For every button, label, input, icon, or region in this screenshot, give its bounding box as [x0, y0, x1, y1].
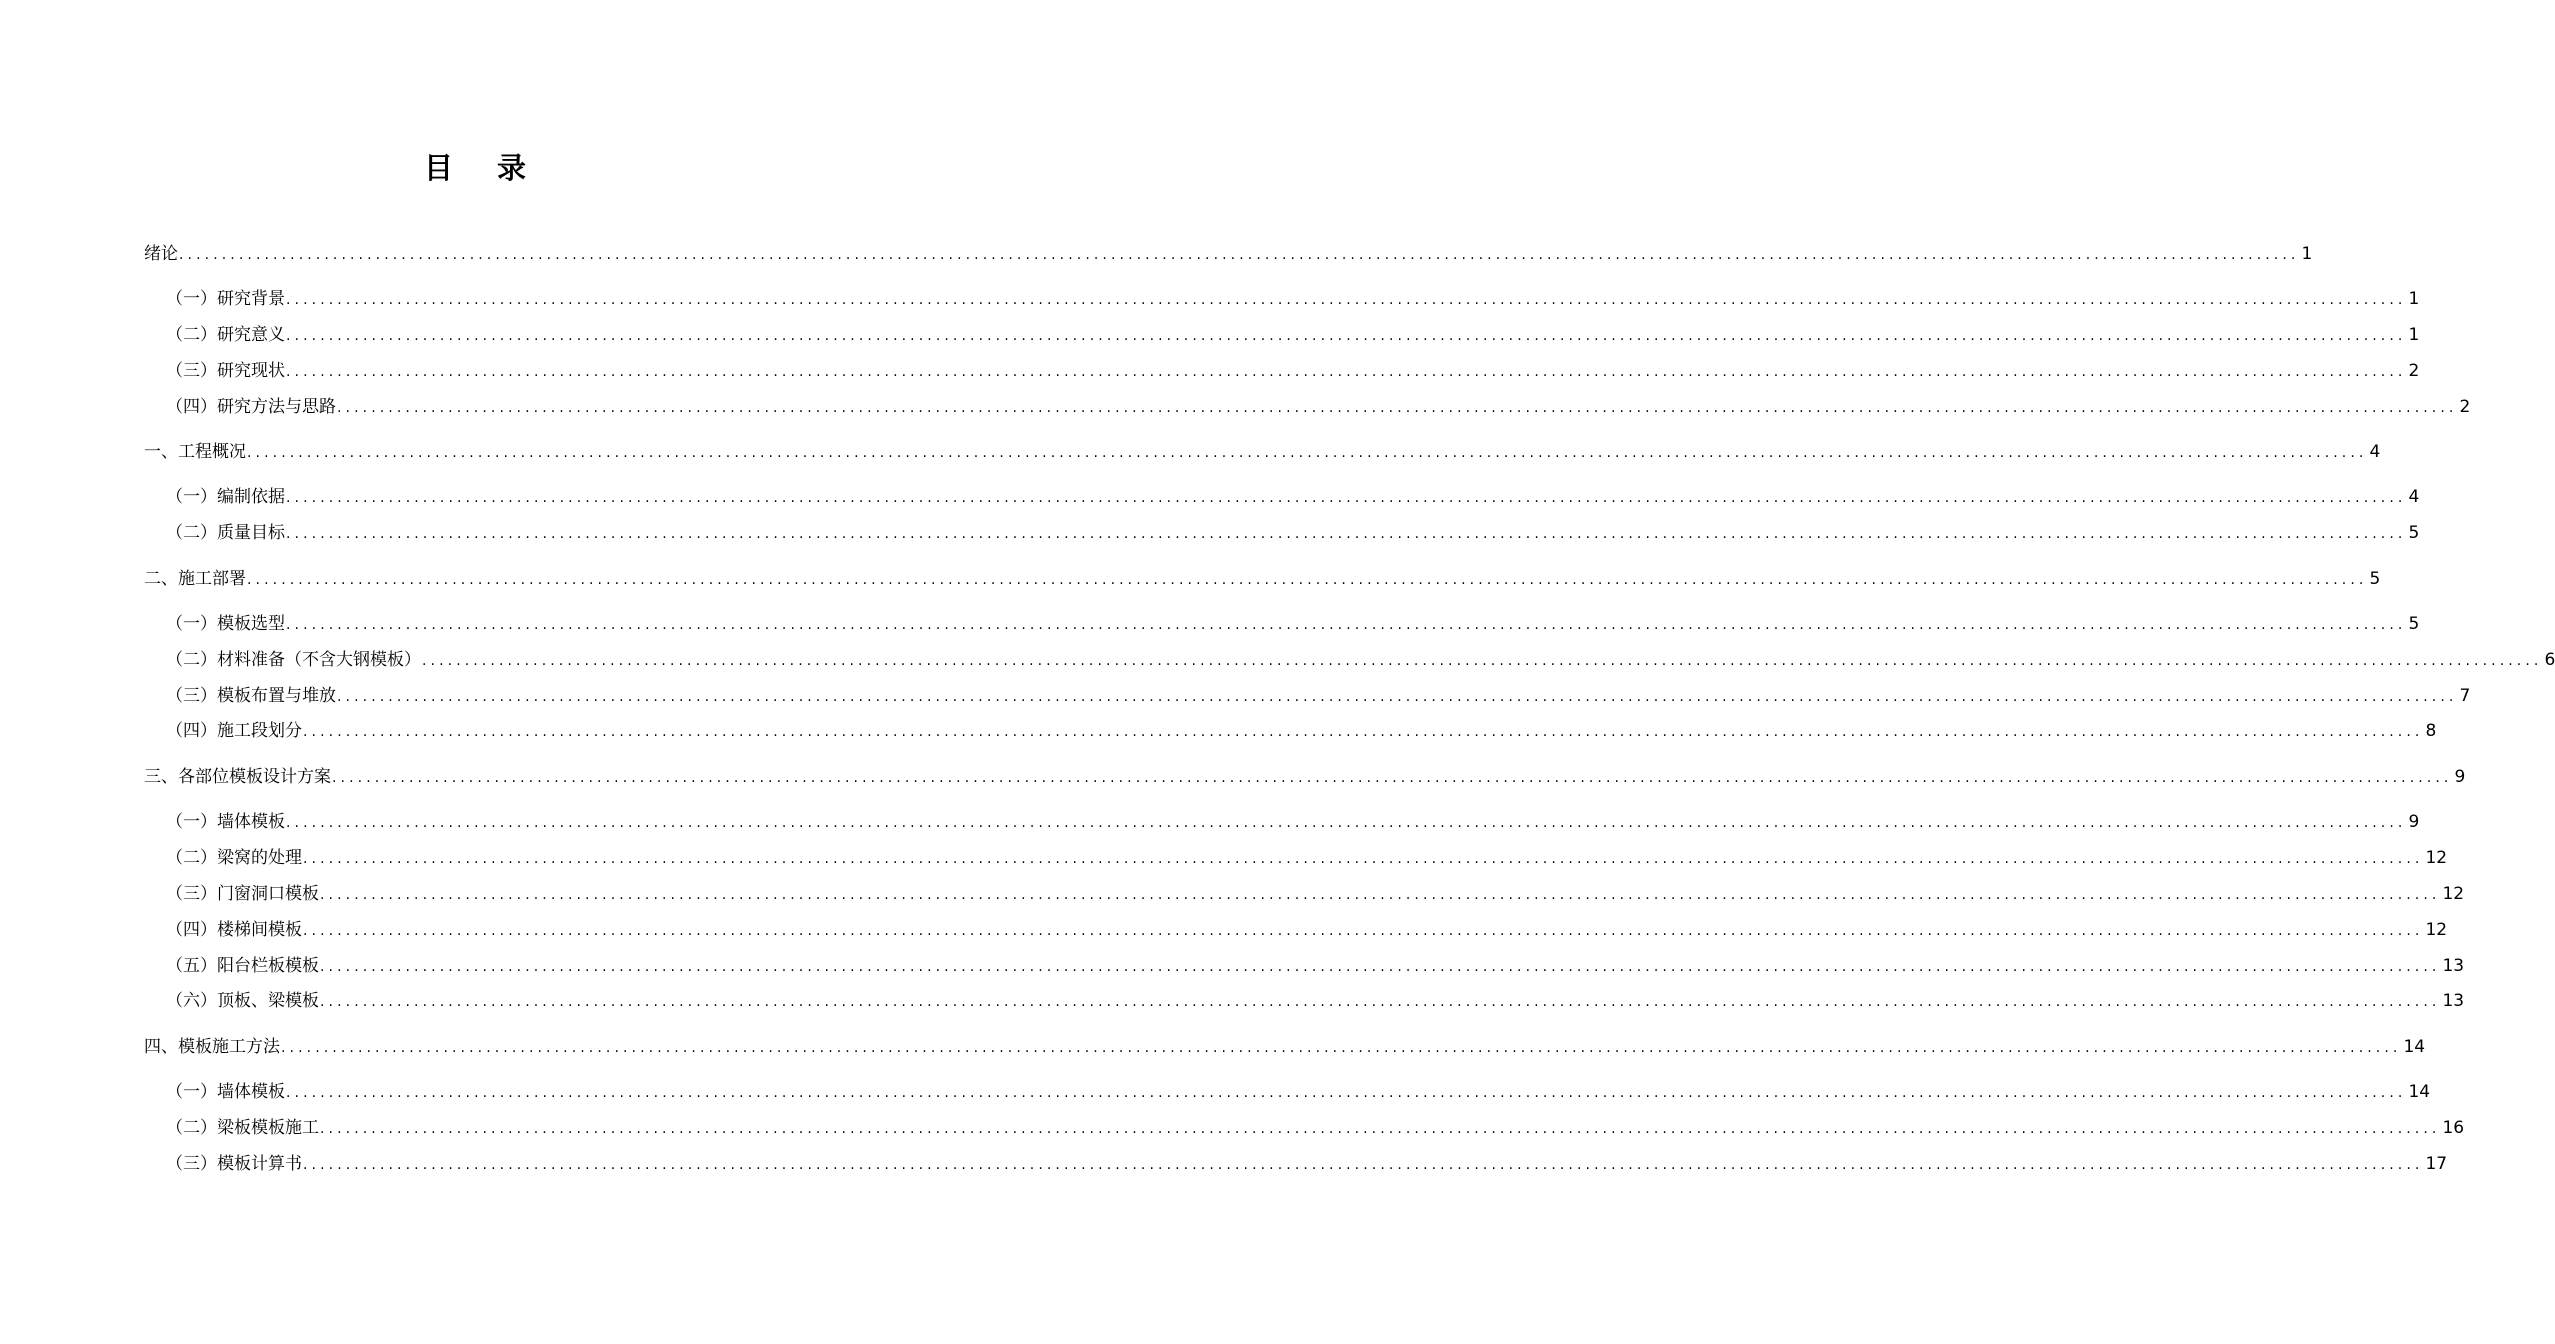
toc-entry[interactable]: [166, 1079, 2431, 1105]
toc-entry-label: （二）研究意义: [166, 325, 285, 345]
toc-leader: ........................................................................................................................................................................................................................................................: [281, 1040, 2402, 1056]
toc-entry-page: 1: [2408, 289, 2420, 309]
toc-entry-page: 9: [2408, 812, 2420, 832]
toc-entry-label: （二）质量目标: [166, 523, 285, 543]
toc-leader: ........................................................................................................................................................................................................................................................: [303, 923, 2424, 939]
toc-leader: ........................................................................................................................................................................................................................................................: [303, 724, 2424, 740]
toc-entry-label: （六）顶板、梁模板: [166, 991, 319, 1011]
toc-leader: ........................................................................................................................................................................................................................................................: [247, 445, 2368, 461]
toc-entry-page: 2: [2459, 397, 2471, 417]
toc-entry-page: 14: [2408, 1082, 2431, 1102]
toc-entry[interactable]: [166, 953, 2465, 979]
toc-leader: ........................................................................................................................................................................................................................................................: [332, 770, 2453, 786]
toc-entry-label: （四）施工段划分: [166, 721, 302, 741]
toc-entry-label: 四、模板施工方法: [144, 1037, 280, 1057]
toc-entry[interactable]: [166, 988, 2465, 1014]
toc-entry-label: （四）研究方法与思路: [166, 397, 336, 417]
toc-entry-page: 7: [2459, 686, 2471, 706]
toc-leader: ........................................................................................................................................................................................................................................................: [286, 490, 2407, 506]
toc-leader: ........................................................................................................................................................................................................................................................: [247, 572, 2368, 588]
toc-entry-label: （一）墙体模板: [166, 812, 285, 832]
toc-leader: ........................................................................................................................................................................................................................................................: [320, 994, 2441, 1010]
toc-leader: ........................................................................................................................................................................................................................................................: [337, 689, 2458, 705]
toc-entry[interactable]: [144, 241, 2313, 267]
toc-leader: ........................................................................................................................................................................................................................................................: [286, 364, 2407, 380]
toc-entry-label: （二）材料准备（不含大钢模板）: [166, 650, 421, 670]
toc-entry-page: 8: [2425, 721, 2437, 741]
toc-entry-page: 4: [2408, 487, 2420, 507]
toc-entry-label: （三）模板布置与堆放: [166, 686, 336, 706]
page-title: 目 录: [423, 151, 544, 185]
toc-entry[interactable]: [166, 322, 2420, 348]
toc-entry[interactable]: [144, 764, 2466, 790]
toc-leader: ........................................................................................................................................................................................................................................................: [320, 1121, 2441, 1137]
toc-leader: ........................................................................................................................................................................................................................................................: [337, 400, 2458, 416]
toc-entry-page: 9: [2454, 767, 2466, 787]
toc-entry[interactable]: [166, 683, 2471, 709]
toc-leader: ........................................................................................................................................................................................................................................................: [286, 292, 2407, 308]
toc-leader: ........................................................................................................................................................................................................................................................: [286, 1085, 2407, 1101]
toc-entry-page: 5: [2369, 569, 2381, 589]
toc-entry[interactable]: [166, 917, 2448, 943]
toc-entry-page: 2: [2408, 361, 2420, 381]
toc-entry-page: 1: [2301, 244, 2313, 264]
toc-leader: ........................................................................................................................................................................................................................................................: [422, 653, 2543, 669]
toc-entry[interactable]: [144, 566, 2381, 592]
toc-entry[interactable]: [144, 439, 2381, 465]
toc-entry-page: 1: [2408, 325, 2420, 345]
toc-leader: ........................................................................................................................................................................................................................................................: [320, 959, 2441, 975]
toc-entry-label: 一、工程概况: [144, 442, 246, 462]
toc-entry-label: （二）梁窝的处理: [166, 848, 302, 868]
toc-entry-page: 12: [2425, 848, 2448, 868]
toc-entry[interactable]: [166, 809, 2420, 835]
toc-leader: ........................................................................................................................................................................................................................................................: [286, 815, 2407, 831]
toc-entry-label: （三）模板计算书: [166, 1154, 302, 1174]
toc-leader: ........................................................................................................................................................................................................................................................: [179, 247, 2300, 263]
toc-leader: ........................................................................................................................................................................................................................................................: [286, 617, 2407, 633]
toc-entry-page: 4: [2369, 442, 2381, 462]
toc-entry-label: （三）研究现状: [166, 361, 285, 381]
toc-entry[interactable]: [166, 286, 2420, 312]
toc-entry[interactable]: [166, 647, 2555, 673]
toc-entry-label: （二）梁板模板施工: [166, 1118, 319, 1138]
toc-entry[interactable]: [166, 520, 2420, 546]
toc-entry-label: 三、各部位模板设计方案: [144, 767, 331, 787]
toc-entry-page: 5: [2408, 523, 2420, 543]
toc-entry-label: （五）阳台栏板模板: [166, 956, 319, 976]
toc-entry-page: 5: [2408, 614, 2420, 634]
toc-entry-label: （一）模板选型: [166, 614, 285, 634]
toc-entry-label: （三）门窗洞口模板: [166, 884, 319, 904]
toc-entry-page: 17: [2425, 1154, 2448, 1174]
toc-entry-label: 绪论: [144, 244, 178, 264]
toc-entry-label: 二、施工部署: [144, 569, 246, 589]
toc-entry[interactable]: [166, 845, 2448, 871]
toc-entry[interactable]: [166, 484, 2420, 510]
toc-entry[interactable]: [166, 358, 2420, 384]
toc-entry[interactable]: [166, 718, 2437, 744]
toc-entry[interactable]: [144, 1034, 2426, 1060]
toc-entry-page: 14: [2403, 1037, 2426, 1057]
toc-entry[interactable]: [166, 881, 2465, 907]
toc-entry-page: 12: [2425, 920, 2448, 940]
toc-entry-label: （一）研究背景: [166, 289, 285, 309]
toc-entry[interactable]: [166, 1151, 2448, 1177]
toc-entry[interactable]: [166, 611, 2420, 637]
toc-leader: ........................................................................................................................................................................................................................................................: [303, 851, 2424, 867]
toc-entry-page: 16: [2442, 1118, 2465, 1138]
toc-entry-page: 13: [2442, 991, 2465, 1011]
toc-leader: ........................................................................................................................................................................................................................................................: [286, 328, 2407, 344]
toc-entry-label: （四）楼梯间模板: [166, 920, 302, 940]
toc-leader: ........................................................................................................................................................................................................................................................: [320, 887, 2441, 903]
toc-leader: ........................................................................................................................................................................................................................................................: [286, 526, 2407, 542]
toc-entry-page: 6: [2544, 650, 2555, 670]
toc-entry-label: （一）编制依据: [166, 487, 285, 507]
toc-entry[interactable]: [166, 1115, 2465, 1141]
toc-entry-page: 13: [2442, 956, 2465, 976]
toc-leader: ........................................................................................................................................................................................................................................................: [303, 1157, 2424, 1173]
toc-entry[interactable]: [166, 394, 2471, 420]
toc-entry-label: （一）墙体模板: [166, 1082, 285, 1102]
toc-entry-page: 12: [2442, 884, 2465, 904]
